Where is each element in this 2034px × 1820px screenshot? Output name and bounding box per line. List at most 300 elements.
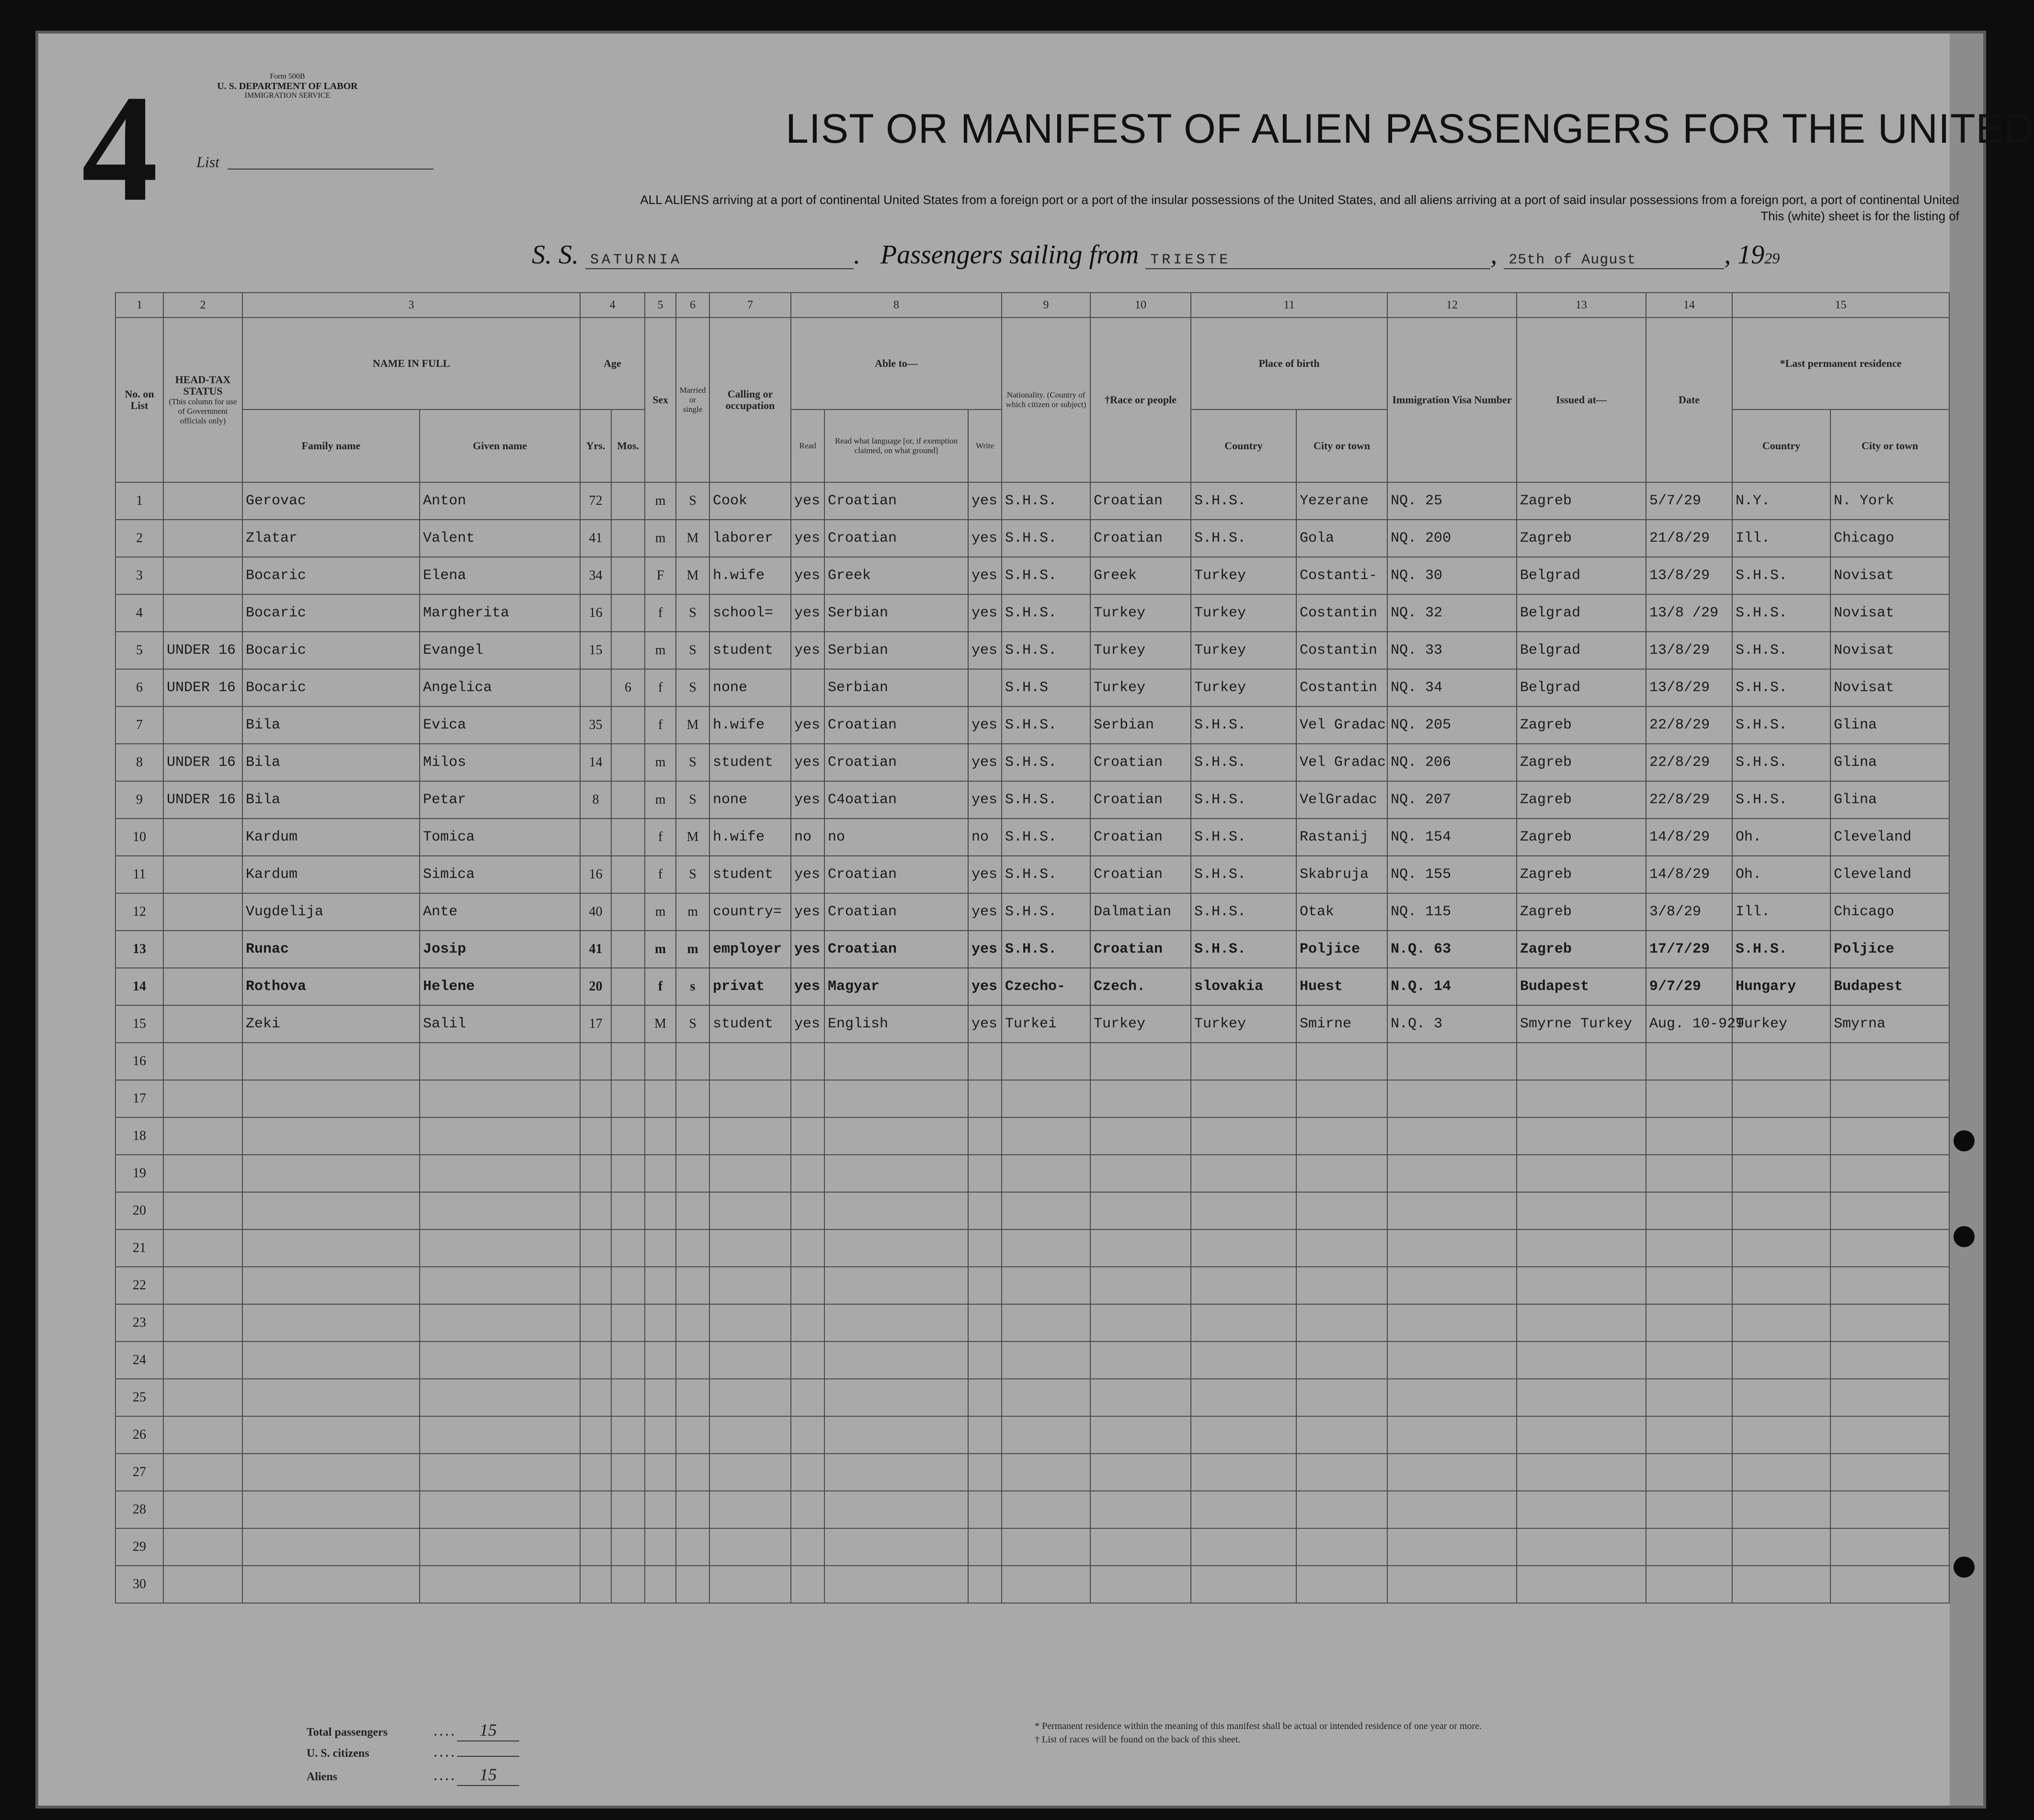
table-row — [115, 1043, 1949, 1080]
cell-read: yes — [791, 931, 824, 968]
sailing-date: 25th of August — [1504, 252, 1724, 269]
cell-lang: Croatian — [824, 744, 968, 781]
cell-sex: f — [645, 669, 676, 706]
table-row — [115, 819, 1949, 856]
cell-yrs: 8 — [580, 781, 611, 819]
cell-rcity — [1830, 1491, 1949, 1528]
table-row — [115, 1416, 1949, 1454]
cell-issued: Zagreb — [1517, 744, 1646, 781]
cell-no: 4 — [115, 594, 163, 632]
cell-bcountry: slovakia — [1191, 968, 1296, 1005]
cell-issued: Budapest — [1517, 968, 1646, 1005]
cell-bcity — [1296, 1528, 1387, 1566]
cell-nat — [1002, 1379, 1090, 1416]
footnote-residence: * Permanent residence within the meaning of this manifest shall be actual or intended residence of one year or more. — [1035, 1721, 1482, 1731]
cell-rcountry — [1732, 1267, 1830, 1304]
cell-nat: S.H.S. — [1002, 819, 1090, 856]
table-row — [115, 856, 1949, 893]
cell-rcountry — [1732, 1043, 1830, 1080]
cell-bcountry: S.H.S. — [1191, 482, 1296, 520]
cell-tax — [163, 1304, 242, 1342]
cell-yrs — [580, 1491, 611, 1528]
passenger-table — [115, 292, 1950, 1604]
cell-date — [1646, 1267, 1732, 1304]
cell-write — [968, 1080, 1002, 1117]
cell-tax — [163, 1491, 242, 1528]
cell-race: Turkey — [1090, 632, 1191, 669]
cell-rcity: Smyrna — [1830, 1005, 1949, 1043]
cell-rcity — [1830, 1566, 1949, 1603]
cell-rcity — [1830, 1192, 1949, 1229]
table-row — [115, 1117, 1949, 1155]
cell-yrs: 35 — [580, 706, 611, 744]
cell-read: yes — [791, 968, 824, 1005]
cell-rcountry: Hungary — [1732, 968, 1830, 1005]
cell-read — [791, 1528, 824, 1566]
cell-lang — [824, 1192, 968, 1229]
cell-visa — [1387, 1342, 1517, 1379]
cell-bcity: Rastanij — [1296, 819, 1387, 856]
cell-rcountry — [1732, 1080, 1830, 1117]
cell-sex — [645, 1491, 676, 1528]
cell-read: yes — [791, 856, 824, 893]
cell-bcity — [1296, 1229, 1387, 1267]
cell-bcountry: S.H.S. — [1191, 856, 1296, 893]
cell-race — [1090, 1566, 1191, 1603]
cell-given: Valent — [420, 520, 580, 557]
cell-bcountry: Turkey — [1191, 1005, 1296, 1043]
cell-race: Turkey — [1090, 594, 1191, 632]
cell-issued — [1517, 1080, 1646, 1117]
cell-sex: m — [645, 744, 676, 781]
cell-bcity: Yezerane — [1296, 482, 1387, 520]
cell-sex — [645, 1043, 676, 1080]
aliens-label: Aliens — [307, 1771, 338, 1783]
cell-yrs: 16 — [580, 594, 611, 632]
cell-write: yes — [968, 632, 1002, 669]
cell-no: 6 — [115, 669, 163, 706]
cell-given — [420, 1566, 580, 1603]
cell-rcountry: S.H.S. — [1732, 781, 1830, 819]
cell-write — [968, 1454, 1002, 1491]
cell-sex — [645, 1267, 676, 1304]
cell-yrs — [580, 669, 611, 706]
cell-given — [420, 1080, 580, 1117]
column-number: 3 — [242, 293, 580, 318]
cell-no: 17 — [115, 1080, 163, 1117]
cell-issued — [1517, 1155, 1646, 1192]
cell-date — [1646, 1229, 1732, 1267]
cell-nat: S.H.S. — [1002, 706, 1090, 744]
header-birth-city: City or town — [1296, 410, 1387, 482]
header-read-language: Read what language [or, if exemption claimed, on what ground] — [824, 410, 968, 482]
cell-occ — [709, 1080, 791, 1117]
cell-family — [242, 1379, 420, 1416]
cell-no: 12 — [115, 893, 163, 931]
cell-rcity: Cleveland — [1830, 856, 1949, 893]
cell-issued: Zagreb — [1517, 781, 1646, 819]
header-able-to: Able to— — [791, 318, 1002, 410]
cell-race — [1090, 1043, 1191, 1080]
column-number-row — [115, 293, 1949, 318]
table-row — [115, 931, 1949, 968]
header-mos: Mos. — [611, 410, 645, 482]
column-number: 8 — [791, 293, 1002, 318]
cell-lang: Serbian — [824, 594, 968, 632]
cell-occ: h.wife — [709, 557, 791, 594]
list-label: List — [196, 153, 220, 171]
cell-mos: 6 — [611, 669, 645, 706]
cell-occ — [709, 1566, 791, 1603]
page-title: LIST OR MANIFEST OF ALIEN PASSENGERS FOR THE UNITED — [786, 106, 2034, 152]
header-last-residence: *Last permanent residence — [1732, 318, 1949, 410]
year-suffix: 29 — [1764, 250, 1780, 267]
cell-date — [1646, 1043, 1732, 1080]
cell-lang — [824, 1342, 968, 1379]
cell-tax — [163, 520, 242, 557]
cell-yrs: 41 — [580, 520, 611, 557]
cell-rcountry: N.Y. — [1732, 482, 1830, 520]
footnote-races: † List of races will be found on the back of this sheet. — [1035, 1734, 1241, 1745]
cell-family — [242, 1528, 420, 1566]
cell-no: 3 — [115, 557, 163, 594]
table-row — [115, 1528, 1949, 1566]
cell-visa — [1387, 1080, 1517, 1117]
cell-lang: Magyar — [824, 968, 968, 1005]
cell-family: Runac — [242, 931, 420, 968]
cell-lang — [824, 1454, 968, 1491]
cell-visa — [1387, 1192, 1517, 1229]
cell-visa — [1387, 1304, 1517, 1342]
header-visa: Immigration Visa Number — [1387, 318, 1517, 482]
cell-family: Bocaric — [242, 632, 420, 669]
cell-issued: Zagreb — [1517, 931, 1646, 968]
cell-family — [242, 1304, 420, 1342]
cell-no: 20 — [115, 1192, 163, 1229]
port-name: TRIESTE — [1145, 252, 1490, 269]
header-nationality: Nationality. (Country of which citizen or subject) — [1002, 318, 1090, 482]
cell-write — [968, 669, 1002, 706]
cell-ms — [676, 1080, 709, 1117]
cell-bcountry: S.H.S. — [1191, 819, 1296, 856]
cell-write — [968, 1229, 1002, 1267]
cell-yrs: 15 — [580, 632, 611, 669]
cell-read — [791, 1342, 824, 1379]
cell-rcity: Poljice — [1830, 931, 1949, 968]
list-number: 4 — [81, 64, 158, 233]
cell-rcity — [1830, 1379, 1949, 1416]
cell-yrs — [580, 1043, 611, 1080]
cell-sex — [645, 1528, 676, 1566]
cell-mos — [611, 1192, 645, 1229]
cell-tax — [163, 594, 242, 632]
cell-no: 26 — [115, 1416, 163, 1454]
cell-rcountry: S.H.S. — [1732, 931, 1830, 968]
cell-sex: F — [645, 557, 676, 594]
cell-race: Greek — [1090, 557, 1191, 594]
cell-ms: m — [676, 931, 709, 968]
cell-tax — [163, 931, 242, 968]
cell-occ — [709, 1229, 791, 1267]
cell-bcountry: Turkey — [1191, 557, 1296, 594]
cell-yrs: 17 — [580, 1005, 611, 1043]
cell-no: 21 — [115, 1229, 163, 1267]
cell-given — [420, 1192, 580, 1229]
cell-bcity: Costanti- — [1296, 557, 1387, 594]
cell-write: yes — [968, 557, 1002, 594]
cell-nat: S.H.S. — [1002, 931, 1090, 968]
cell-visa — [1387, 1117, 1517, 1155]
cell-rcity: Novisat — [1830, 669, 1949, 706]
cell-tax — [163, 1342, 242, 1379]
instruction-line-1: ALL ALIENS arriving at a port of continental United States from a foreign port or a port of the insular possessions of the United States, and all aliens arriving at a port of said insular possessions from a foreign port, a port of continental United — [640, 193, 1959, 207]
cell-ms: S — [676, 482, 709, 520]
table-row — [115, 893, 1949, 931]
total-passengers-label: Total passengers — [307, 1726, 388, 1739]
cell-given: Salil — [420, 1005, 580, 1043]
cell-date — [1646, 1491, 1732, 1528]
table-row — [115, 1491, 1949, 1528]
header-res-city: City or town — [1830, 410, 1949, 482]
cell-yrs — [580, 1454, 611, 1491]
cell-visa — [1387, 1454, 1517, 1491]
cell-mos — [611, 482, 645, 520]
cell-mos — [611, 1566, 645, 1603]
cell-race — [1090, 1528, 1191, 1566]
cell-family — [242, 1155, 420, 1192]
cell-occ: student — [709, 1005, 791, 1043]
cell-bcountry — [1191, 1267, 1296, 1304]
column-number: 12 — [1387, 293, 1517, 318]
cell-tax — [163, 557, 242, 594]
cell-rcity: Novisat — [1830, 557, 1949, 594]
cell-date: 5/7/29 — [1646, 482, 1732, 520]
cell-sex: f — [645, 856, 676, 893]
cell-visa: NQ. 25 — [1387, 482, 1517, 520]
cell-issued: Zagreb — [1517, 819, 1646, 856]
cell-issued — [1517, 1117, 1646, 1155]
instruction-line-2: This (white) sheet is for the listing of — [1760, 209, 1959, 223]
cell-sex: m — [645, 781, 676, 819]
cell-occ — [709, 1155, 791, 1192]
cell-tax — [163, 1155, 242, 1192]
cell-given — [420, 1229, 580, 1267]
cell-no: 10 — [115, 819, 163, 856]
cell-issued: Belgrad — [1517, 669, 1646, 706]
cell-lang: Serbian — [824, 632, 968, 669]
header-date: Date — [1646, 318, 1732, 482]
cell-no: 24 — [115, 1342, 163, 1379]
cell-bcity: Costantin — [1296, 669, 1387, 706]
table-row — [115, 669, 1949, 706]
cell-date: 22/8/29 — [1646, 744, 1732, 781]
cell-write — [968, 1192, 1002, 1229]
cell-occ — [709, 1416, 791, 1454]
cell-ms — [676, 1454, 709, 1491]
cell-rcountry — [1732, 1155, 1830, 1192]
cell-tax — [163, 1454, 242, 1491]
cell-family — [242, 1117, 420, 1155]
cell-date — [1646, 1566, 1732, 1603]
cell-read: yes — [791, 557, 824, 594]
cell-write: yes — [968, 893, 1002, 931]
cell-lang: Serbian — [824, 669, 968, 706]
cell-bcountry: Turkey — [1191, 594, 1296, 632]
cell-no: 14 — [115, 968, 163, 1005]
cell-write: yes — [968, 706, 1002, 744]
cell-ms: S — [676, 632, 709, 669]
cell-issued — [1517, 1043, 1646, 1080]
cell-visa: NQ. 154 — [1387, 819, 1517, 856]
cell-nat — [1002, 1566, 1090, 1603]
cell-date: 22/8/29 — [1646, 706, 1732, 744]
cell-family — [242, 1267, 420, 1304]
cell-visa — [1387, 1379, 1517, 1416]
cell-bcountry — [1191, 1192, 1296, 1229]
cell-bcity — [1296, 1491, 1387, 1528]
cell-ms: m — [676, 893, 709, 931]
cell-lang — [824, 1528, 968, 1566]
table-row — [115, 594, 1949, 632]
cell-given: Tomica — [420, 819, 580, 856]
cell-bcity — [1296, 1155, 1387, 1192]
cell-tax — [163, 1117, 242, 1155]
cell-race — [1090, 1379, 1191, 1416]
cell-bcity: VelGradac — [1296, 781, 1387, 819]
cell-read: yes — [791, 482, 824, 520]
cell-sex — [645, 1080, 676, 1117]
cell-read — [791, 1416, 824, 1454]
cell-date — [1646, 1528, 1732, 1566]
cell-mos — [611, 744, 645, 781]
cell-rcity — [1830, 1229, 1949, 1267]
table-row — [115, 520, 1949, 557]
cell-bcity — [1296, 1267, 1387, 1304]
cell-issued — [1517, 1304, 1646, 1342]
cell-race: Croatian — [1090, 781, 1191, 819]
cell-sex: m — [645, 893, 676, 931]
cell-occ: none — [709, 781, 791, 819]
cell-date — [1646, 1342, 1732, 1379]
cell-ms: M — [676, 520, 709, 557]
column-number: 2 — [163, 293, 242, 318]
cell-write: yes — [968, 482, 1002, 520]
cell-write: yes — [968, 594, 1002, 632]
cell-issued: Belgrad — [1517, 632, 1646, 669]
cell-visa: NQ. 205 — [1387, 706, 1517, 744]
passenger-rows — [115, 482, 1949, 1603]
cell-yrs — [580, 1342, 611, 1379]
cell-given: Elena — [420, 557, 580, 594]
cell-visa — [1387, 1267, 1517, 1304]
cell-family: Zeki — [242, 1005, 420, 1043]
cell-race — [1090, 1304, 1191, 1342]
cell-race — [1090, 1342, 1191, 1379]
form-number: Form 500B — [270, 72, 305, 80]
cell-date: 3/8/29 — [1646, 893, 1732, 931]
cell-rcity — [1830, 1043, 1949, 1080]
cell-family — [242, 1080, 420, 1117]
cell-no: 7 — [115, 706, 163, 744]
cell-family: Bila — [242, 706, 420, 744]
cell-bcity — [1296, 1304, 1387, 1342]
cell-sex: f — [645, 819, 676, 856]
cell-race: Dalmatian — [1090, 893, 1191, 931]
cell-given: Margherita — [420, 594, 580, 632]
cell-write: yes — [968, 520, 1002, 557]
cell-nat: Czecho- — [1002, 968, 1090, 1005]
cell-given: Evangel — [420, 632, 580, 669]
cell-race: Croatian — [1090, 856, 1191, 893]
cell-read — [791, 1043, 824, 1080]
cell-issued — [1517, 1491, 1646, 1528]
cell-lang — [824, 1416, 968, 1454]
cell-mos — [611, 968, 645, 1005]
column-number: 13 — [1517, 293, 1646, 318]
cell-ms — [676, 1416, 709, 1454]
cell-read — [791, 1267, 824, 1304]
table-row — [115, 1229, 1949, 1267]
header-sex: Sex — [645, 318, 676, 482]
cell-date: 13/8/29 — [1646, 557, 1732, 594]
cell-issued: Smyrne Turkey — [1517, 1005, 1646, 1043]
cell-read: yes — [791, 893, 824, 931]
cell-date — [1646, 1155, 1732, 1192]
cell-nat — [1002, 1043, 1090, 1080]
cell-occ: Cook — [709, 482, 791, 520]
cell-issued: Zagreb — [1517, 520, 1646, 557]
table-row — [115, 1080, 1949, 1117]
cell-race: Serbian — [1090, 706, 1191, 744]
cell-yrs — [580, 1267, 611, 1304]
cell-nat: S.H.S. — [1002, 520, 1090, 557]
cell-given — [420, 1416, 580, 1454]
cell-given: Evica — [420, 706, 580, 744]
cell-rcountry — [1732, 1192, 1830, 1229]
cell-bcity: Huest — [1296, 968, 1387, 1005]
cell-write — [968, 1117, 1002, 1155]
cell-yrs: 72 — [580, 482, 611, 520]
cell-bcity: Vel Gradac — [1296, 706, 1387, 744]
cell-no: 9 — [115, 781, 163, 819]
header-head-tax — [163, 318, 242, 482]
head-tax-title: HEAD-TAX STATUS — [175, 374, 231, 397]
table-row — [115, 1454, 1949, 1491]
cell-read: yes — [791, 781, 824, 819]
cell-date: 13/8/29 — [1646, 669, 1732, 706]
cell-read — [791, 1229, 824, 1267]
cell-bcountry — [1191, 1043, 1296, 1080]
cell-mos — [611, 1416, 645, 1454]
total-passengers-line: Total passengers . . . . 15 — [307, 1719, 519, 1743]
cell-date — [1646, 1416, 1732, 1454]
column-number: 7 — [709, 293, 791, 318]
cell-occ — [709, 1379, 791, 1416]
cell-lang — [824, 1117, 968, 1155]
cell-bcountry: S.H.S. — [1191, 893, 1296, 931]
cell-issued: Zagreb — [1517, 893, 1646, 931]
cell-given: Angelica — [420, 669, 580, 706]
cell-read: yes — [791, 594, 824, 632]
cell-nat: S.H.S. — [1002, 482, 1090, 520]
cell-occ — [709, 1192, 791, 1229]
cell-no: 13 — [115, 931, 163, 968]
cell-given — [420, 1491, 580, 1528]
ship-name: SATURNIA — [585, 252, 854, 269]
cell-given: Milos — [420, 744, 580, 781]
cell-read — [791, 669, 824, 706]
cell-yrs — [580, 1192, 611, 1229]
